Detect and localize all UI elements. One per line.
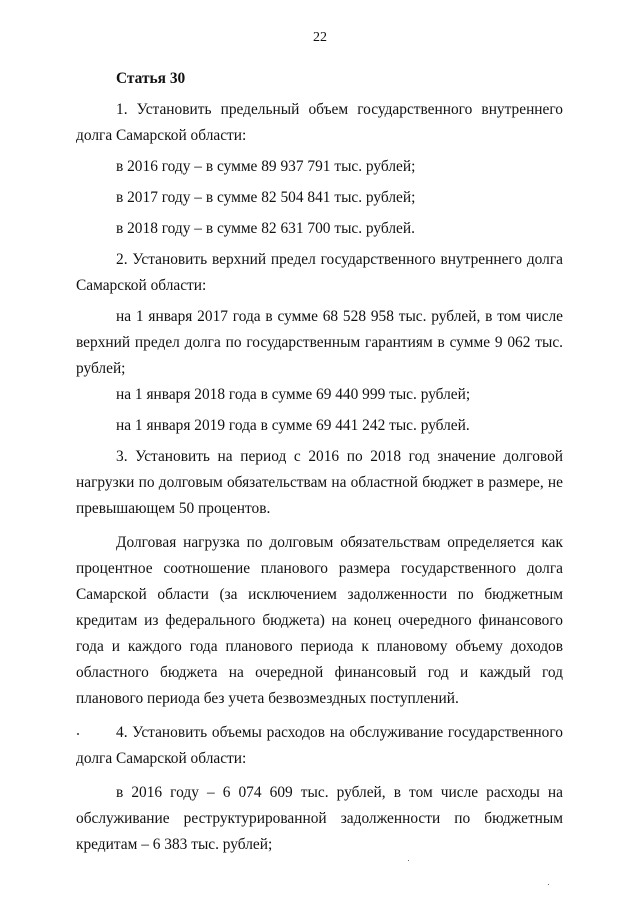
clause-4-item-2016: в 2016 году – 6 074 609 тыс. рублей, в том числе расходы на обслуживание реструктурированной задолженности по бюджетным кредитам – 6 383 тыс. рублей;: [76, 784, 563, 853]
clause-4: 4. Установить объемы расходов на обслуживание государственного долга Самарской области:: [76, 724, 563, 767]
clause-2-item-2019: на 1 января 2019 года в сумме 69 441 242 тыс. рублей.: [116, 417, 470, 434]
scan-speck: [548, 884, 549, 885]
page-number: 22: [313, 30, 327, 45]
clause-2: 2. Установить верхний предел государственного внутреннего долга Самарской области:: [76, 251, 563, 294]
article-body: [76, 66, 563, 863]
article-title: Статья 30: [116, 70, 186, 87]
clause-1: 1. Установить предельный объем государственного внутреннего долга Самарской области:: [76, 101, 563, 144]
scan-speck: [77, 733, 79, 735]
clause-1-item-2017: в 2017 году – в сумме 82 504 841 тыс. рублей;: [116, 189, 416, 206]
debt-load-definition: Долговая нагрузка по долговым обязательствам определяется как процентное соотношение планового размера государственного долга Самарской области (за исключением задолженности по бюджетным кредитам из федерального бюджета) на конец очередного финансового года и каждого года планового периода к плановому объему доходов областного бюджета на очередной финансовый год и каждый год планового периода без учета безвозмездных поступлений.: [76, 534, 563, 707]
clause-2-item-2018: на 1 января 2018 года в сумме 69 440 999 тыс. рублей;: [116, 386, 471, 403]
scan-speck: [408, 860, 409, 861]
clause-2-item-2017: на 1 января 2017 года в сумме 68 528 958 тыс. рублей, в том числе верхний предел долга по государственным гарантиям в сумме 9 062 тыс. рублей;: [76, 308, 563, 377]
clause-1-item-2016: в 2016 году – в сумме 89 937 791 тыс. рублей;: [116, 158, 416, 175]
clause-3: 3. Установить на период с 2016 по 2018 год значение долговой нагрузки по долговым обязательствам на областной бюджет в размере, не превышающем 50 процентов.: [76, 448, 563, 517]
clause-1-item-2018: в 2018 году – в сумме 82 631 700 тыс. рублей.: [116, 220, 415, 237]
